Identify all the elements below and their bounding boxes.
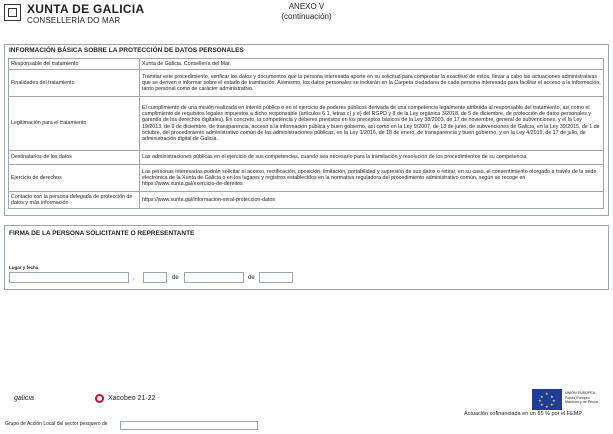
year-input[interactable]	[259, 272, 293, 283]
row-label: Finalidades del tratamiento	[9, 70, 140, 97]
brand-name: XUNTA DE GALICIA	[27, 2, 145, 16]
row-label: Legitimación para el tratamiento	[9, 97, 140, 151]
table-row	[9, 192, 604, 209]
data-protection-table	[8, 58, 604, 209]
day-input[interactable]	[143, 272, 167, 283]
xacobeo-icon	[95, 394, 104, 403]
comma-separator: ,	[133, 275, 135, 281]
data-protection-title: INFORMACIÓN BÁSICA SOBRE LA PROTECCIÓN DE DATOS PERSONALES	[9, 47, 244, 54]
month-input[interactable]	[184, 272, 244, 283]
annex-heading	[0, 2, 613, 22]
row-label: Ejercicio de derechos	[9, 165, 140, 192]
annex-subtitle: (continuación)	[281, 12, 332, 21]
row-value: Tramitar este procedimiento, verificar los datos y documentos que la persona interesada aporte en su solicitud para comprobar la exactitud de estos, llevar a cabo las actuaciones administrativas que se deriven e informar sobre el estado de tramitación. Asimismo, los datos personales se incluirán en la Carpeta ciudadana de cada persona interesada para facilitar el acceso a la información, tanto personal como de carácter administrativo.	[140, 70, 604, 97]
row-value: Las administraciones públicas en el ejercicio de sus competencias, cuando sea necesario para la tramitación y resolución de los procedimientos de su competencia.	[140, 151, 604, 165]
table-row	[9, 70, 604, 97]
eu-text-line-2: Fondo Europeo	[565, 395, 590, 400]
row-value: https://www.xunta.gal/informacion-xeral-proteccion-datos	[140, 192, 604, 209]
eu-flag-icon: ★ ★ ★ ★ ★ ★ ★ ★	[532, 389, 562, 410]
annex-title: ANEXO V	[288, 2, 325, 11]
table-row	[9, 59, 604, 70]
de-separator-2: de	[248, 275, 255, 281]
row-label: Contacto con la persona delegada de protección de datos y más información	[9, 192, 140, 209]
galicia-logo: galicia	[14, 395, 34, 402]
table-row	[9, 151, 604, 165]
row-value: Las personas interesadas podrán solicitar el acceso, rectificación, oposición, limitación, portabilidad y supresión de sus datos o retirar, en su caso, el consentimiento otorgado a través de la sede electrónica de la Xunta de Galicia o en los lugares y registros establecidos en la normativa reguladora del procedimiento administrativo común, según se recoge en https://www.xunta.gal/exercicio-de-dereitos	[140, 165, 604, 192]
table-row	[9, 165, 604, 192]
group-input[interactable]	[120, 421, 258, 430]
xacobeo-logo: Xacobeo 21·22	[108, 395, 156, 402]
brand-department: CONSELLERÍA DO MAR	[27, 16, 121, 25]
funding-note: Actuación cofinanciada en un 85 % por el FEMP	[464, 411, 583, 417]
group-label: Grupo de Acción Local del sector pesquero de	[5, 421, 108, 427]
place-input[interactable]	[9, 272, 129, 283]
row-value: Xunta de Galicia. Consellería del Mar.	[140, 59, 604, 70]
row-value: El cumplimiento de una misión realizada en interés público o en el ejercicio de poderes públicos derivada de una competencia legalmente atribuida al responsable del tratamiento, así como el cumplimiento de requisitos legales impuestos a dicho responsable (artículos 6.1, letras c) y e) del RGPD y 8 de la Ley orgánica 3/2018, de 5 de diciembre, de protección de datos personales y garantía de los derechos digitales). En concreto, la competencia y deberes previstos en los preceptos básicos de la Ley 38/2003, de 17 de noviembre, general de subvenciones, y el la Ley 19/2013, de 9 de diciembre, de transparencia, acceso a la información pública y buen gobierno, así como en la Ley 9/2007, de 13 de junio, de subvenciones de Galicia, en la Ley 39/2015, de 1 de octubre, del procedimiento administrativo común de las administraciones públicas, en la Ley 1/2016, de 18 de enero, de transparencia y buen gobierno, y en la Ley 4/2019, de 17 de julio, de administración digital de Galicia.	[140, 97, 604, 151]
eu-text-line-3: Marítimo y de Pesca	[565, 400, 598, 405]
row-label: Destinatarios de los datos	[9, 151, 140, 165]
de-separator-1: de	[172, 275, 179, 281]
eu-text-line-1: UNIÓN EUROPEA	[565, 391, 596, 395]
row-label: Responsable del tratamiento	[9, 59, 140, 70]
eu-text	[565, 391, 598, 405]
place-date-label: Lugar y fecha	[9, 265, 39, 270]
signature-title: FIRMA DE LA PERSONA SOLICITANTE O REPRESENTANTE	[9, 230, 195, 237]
table-row	[9, 97, 604, 151]
